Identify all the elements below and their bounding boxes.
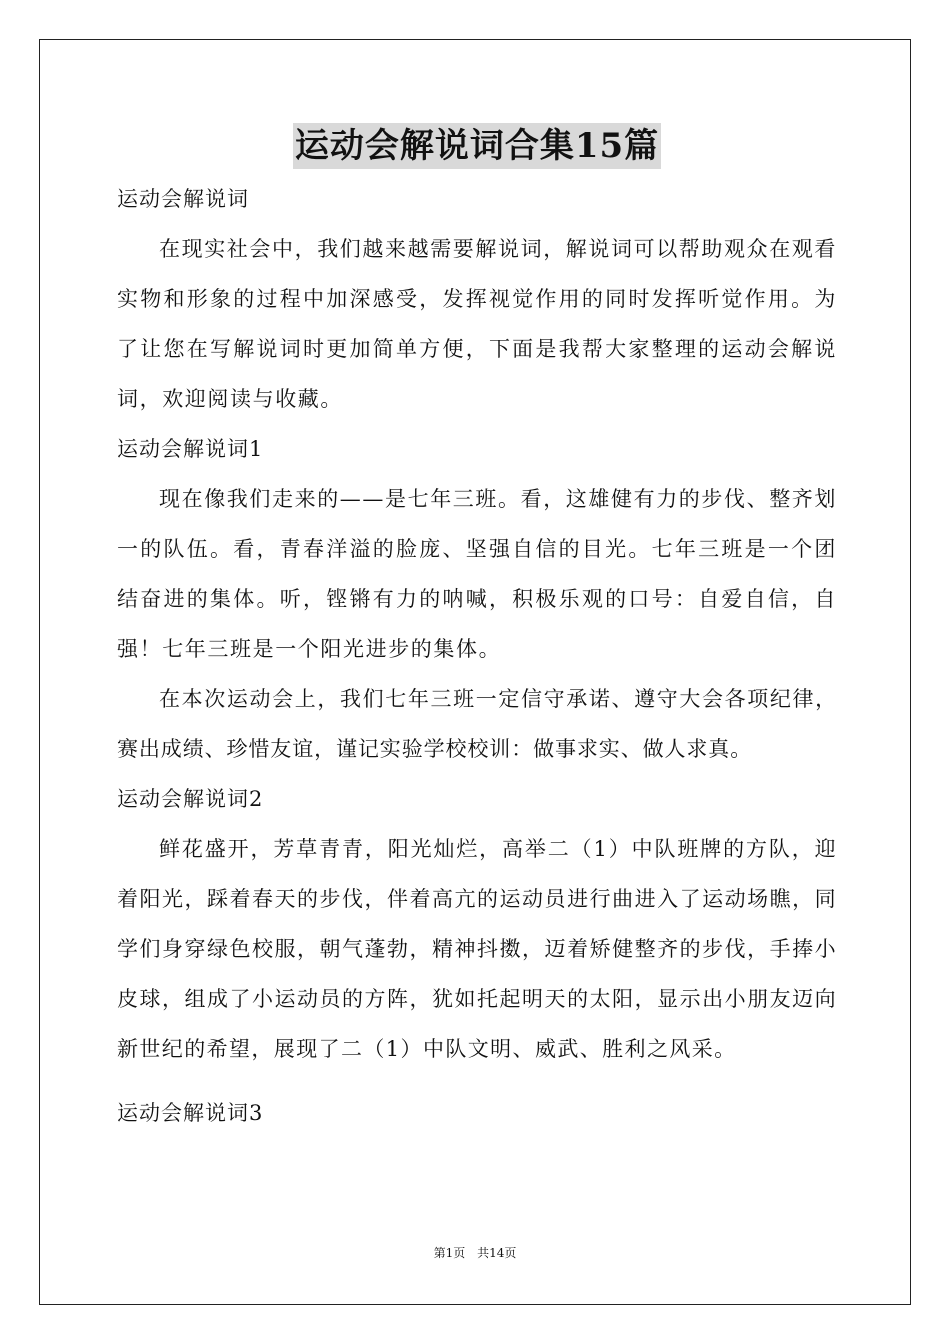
- paragraph: 鲜花盛开，芳草青青，阳光灿烂，高举二（1）中队班牌的方队，迎着阳光，踩着春天的步伐，伴着高亢的运动员进行曲进入了运动场瞧，同学们身穿绿色校服，朝气蓬勃，精神抖擞，迈着矫健整齐的步伐，手捧小皮球，组成了小运动员的方阵，犹如托起明天的太阳，显示出小朋友迈向新世纪的希望，展现了二（1）中队文明、威武、胜利之风采。: [117, 837, 837, 1061]
- section-heading: 运动会解说词1: [117, 437, 264, 461]
- section-heading: 运动会解说词3: [117, 1101, 264, 1125]
- paragraph: 在现实社会中，我们越来越需要解说词，解说词可以帮助观众在观看实物和形象的过程中加深感受，发挥视觉作用的同时发挥听觉作用。为了让您在写解说词时更加简单方便，下面是我帮大家整理的运动会解说词，欢迎阅读与收藏。: [117, 237, 837, 411]
- page-number: 第1页: [433, 1246, 466, 1260]
- section-2: [117, 774, 837, 1074]
- document-body: [117, 118, 837, 1138]
- section-heading: 运动会解说词2: [117, 787, 264, 811]
- section-1: [117, 424, 837, 774]
- page-footer: [0, 1244, 950, 1261]
- page-total: 共14页: [477, 1246, 517, 1260]
- section-3: [117, 1088, 837, 1138]
- document-title: 运动会解说词合集15篇: [117, 118, 837, 174]
- paragraph: 现在像我们走来的——是七年三班。看，这雄健有力的步伐、整齐划一的队伍。看，青春洋溢的脸庞、坚强自信的目光。七年三班是一个团结奋进的集体。听，铿锵有力的呐喊，积极乐观的口号：自爱自信，自强！七年三班是一个阳光进步的集体。: [117, 487, 837, 661]
- paragraph: 在本次运动会上，我们七年三班一定信守承诺、遵守大会各项纪律，赛出成绩、珍惜友谊，谨记实验学校校训：做事求实、做人求真。: [117, 687, 837, 761]
- section-heading: 运动会解说词: [117, 187, 249, 211]
- section-intro: [117, 174, 837, 424]
